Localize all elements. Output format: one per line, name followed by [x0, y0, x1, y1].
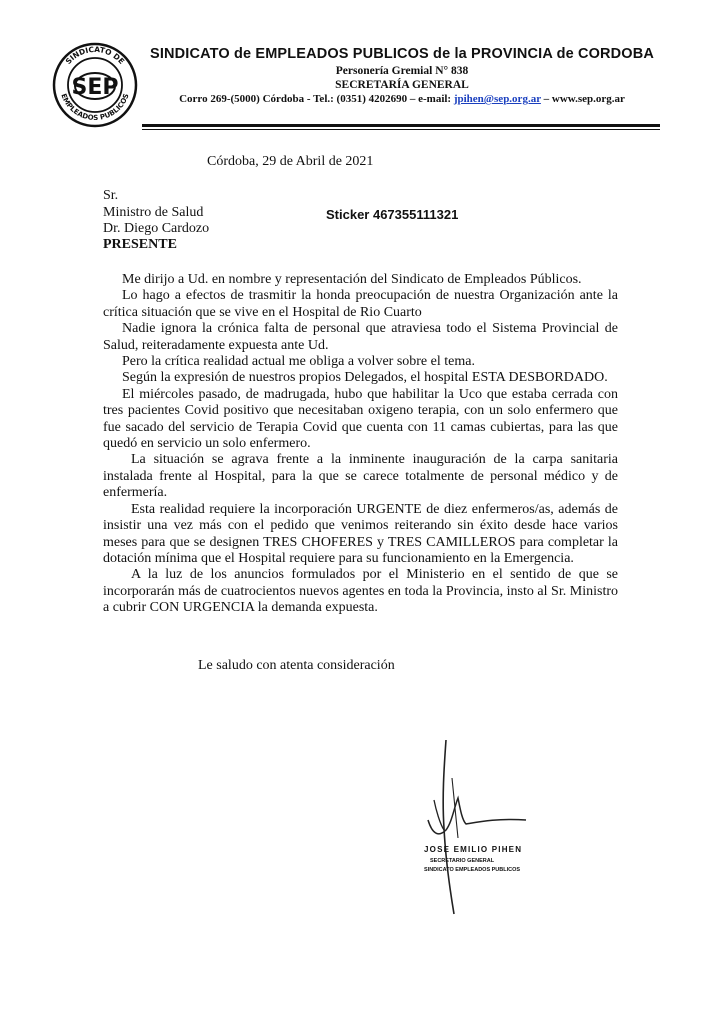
paragraph: A la luz de los anuncios formulados por el Ministerio en el sentido de que se incorporarán más de cuatrocientos nuevos agentes en toda la Provincia, insto al Sr. Ministro a cubrir CON URGENCIA la demanda expuesta.	[103, 567, 618, 616]
recipient-line: Ministro de Salud	[103, 205, 204, 220]
sticker-number: Sticker 467355111321	[326, 207, 459, 222]
recipient-presente: PRESENTE	[103, 237, 177, 252]
recipient-line: Dr. Diego Cardozo	[103, 221, 210, 236]
header-rule-thick	[142, 124, 660, 127]
paragraph: Pero la crítica realidad actual me obliga a volver sobre el tema.	[122, 354, 475, 370]
web-text: – www.sep.org.ar	[540, 93, 625, 105]
secretaria: SECRETARÍA GENERAL	[335, 79, 469, 91]
recipient-line: Sr.	[103, 188, 119, 203]
address-text: Corro 269-(5000) Córdoba - Tel.: (0351) 4202690 – e-mail:	[179, 93, 454, 105]
paragraph: Lo hago a efectos de trasmitir la honda preocupación de nuestra Organización ante la crítica situación que se vive en el Hospital de Rio Cuarto	[103, 288, 618, 320]
letter-body	[103, 272, 618, 617]
paragraph: Según la expresión de nuestros propios Delegados, el hospital ESTA DESBORDADO.	[122, 370, 608, 386]
contact-line	[142, 93, 662, 105]
email-link[interactable]: jpihen@sep.org.ar	[453, 93, 541, 105]
paragraph: Nadie ignora la crónica falta de personal que atraviesa todo el Sistema Provincial de Salud, reiteradamente expuesta ante Ud.	[103, 321, 618, 353]
header-rule-thin	[142, 129, 660, 130]
signer-org: SINDICATO EMPLEADOS PUBLICOS	[424, 867, 521, 873]
org-name: SINDICATO de EMPLEADOS PUBLICOS de la PROVINCIA de CORDOBA	[150, 46, 654, 62]
signer-role: SECRETARIO GENERAL	[430, 858, 495, 864]
signer-name: JOSE EMILIO PIHEN	[424, 845, 523, 854]
sep-logo	[52, 42, 138, 128]
paragraph: Me dirijo a Ud. en nombre y representación del Sindicato de Empleados Públicos.	[122, 272, 582, 287]
closing-line: Le saludo con atenta consideración	[198, 658, 395, 673]
letter-date: Córdoba, 29 de Abril de 2021	[207, 154, 374, 169]
paragraph: La situación se agrava frente a la inminente inauguración de la carpa sanitaria instalada frente al Hospital, para la que se carece totalmente de personal médico y de enfermería.	[103, 452, 618, 501]
svg-text:SINDICATO DE: SINDICATO DE	[63, 44, 127, 66]
signature-scribble	[408, 738, 558, 918]
paragraph: El miércoles pasado, de madrugada, hubo que habilitar la Uco que estaba cerrada con tres pacientes Covid positivo que necesitaban oxigeno terapia, con un solo enfermero que fue sacado del servicio de Terapia Covid que cuenta con 11 camas cubiertas, para las que quedó en servicio un solo enfermero.	[103, 386, 618, 452]
paragraph: Esta realidad requiere la incorporación URGENTE de diez enfermeros/as, además de insistir una vez más con el pedido que venimos reiterando sin éxito desde hace varios meses para que se designen TRES CHOFERES y TRES CAMILLEROS para completar la dotación mínima que el Hospital requiere para su funcionamiento en la Emergencia.	[103, 501, 618, 566]
svg-text:EMPLEADOS PUBLICOS: EMPLEADOS PUBLICOS	[59, 92, 131, 123]
logo-text: SEP	[71, 75, 119, 100]
personeria: Personería Gremial N° 838	[335, 65, 469, 77]
